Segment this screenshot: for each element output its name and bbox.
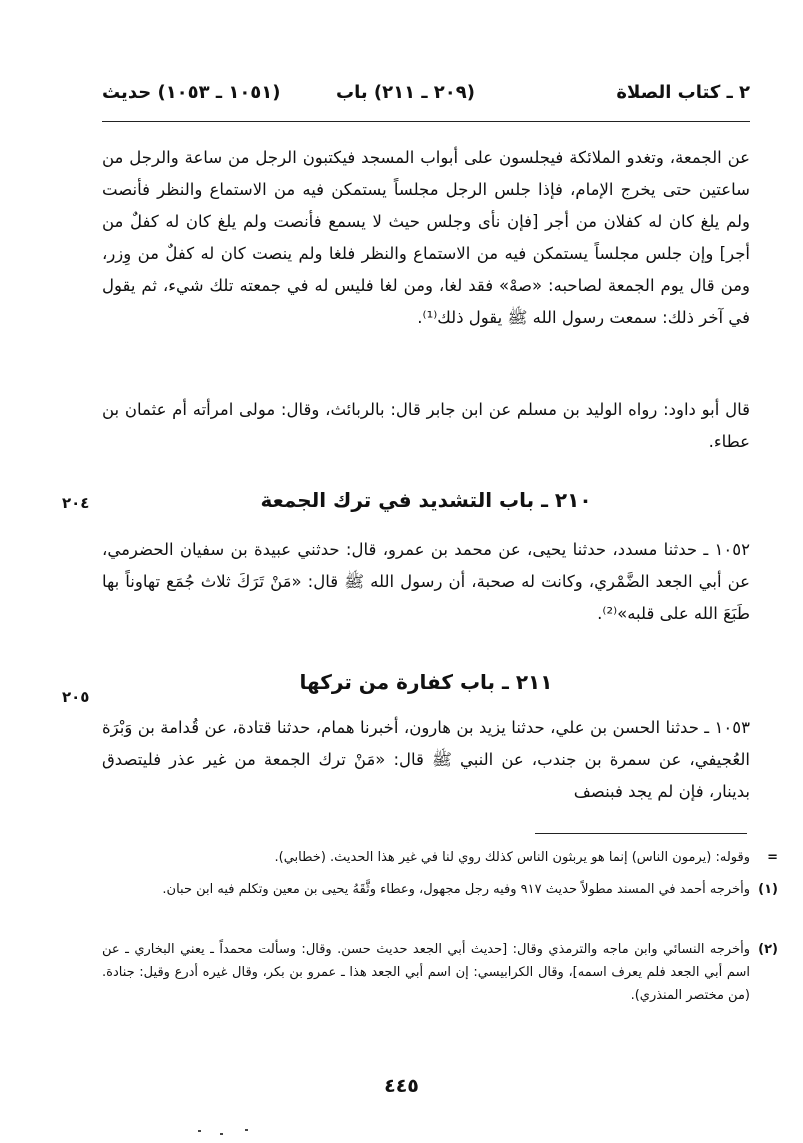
header-hadith-range: (١٠٥١ ـ ١٠٥٣) حديث <box>102 82 281 103</box>
footnote-text: وأخرجه النسائي وابن ماجه والترمذي وقال: [حديث أبي الجعد حديث حسن. وقال: وسألت محمداً ـ يعني البخاري ـ عن اسم أبي الجعد فلم يعرف اسمه]، وقال الكرابيسي: إن اسم أبي الجعد هذا ـ عمرو بن بكر، وقال غيره أدرع وقيل: جنادة. (من مختصر المنذري). <box>102 942 750 1003</box>
footnote-continuation <box>102 846 778 869</box>
hadith-continuation: عن الجمعة، وتغدو الملائكة فيجلسون على أبواب المسجد فيكتبون الرجل من ساعة والرجل من ساعتين حتى يخرج الإمام، فإذا جلس الرجل مجلساً يستمكن فيه من الاستماع والنظر فأنصت ولم يلغ كان له كفلان من أجر [فإن نأى وجلس حيث لا يسمع فأنصت ولم يلغ كان له كفلٌ من أجر] وإن جلس مجلساً يستمكن فيه من الاستماع والنظر فلغا ولم ينصت كان له كفلٌ من وِزر، ومن قال يوم الجمعة لصاحبه: «صهْ» فقد لغا، ومن لغا فليس له في جمعته تلك شيء، ثم يقول في آخر ذلك: سمعت رسول الله ﷺ يقول ذلك⁽¹⁾. <box>102 148 750 327</box>
abu-dawud-note: قال أبو داود: رواه الوليد بن مسلم عن ابن جابر قال: بالربائث، وقال: مولى امرأته أم عثمان بن عطاء. <box>102 400 750 451</box>
hadith-text: ١٠٥٣ ـ حدثنا الحسن بن علي، حدثنا يزيد بن هارون، أخبرنا همام، حدثنا قتادة، عن قُدامة بن وَبْرَة العُجيفي، عن سمرة بن جندب، عن النبي ﷺ قال: «مَنْ ترك الجمعة من غير عذر فليتصدق بدينار، فإن لم يجد فبنصف <box>102 718 750 801</box>
footnote-mark: = <box>767 850 778 865</box>
footnote-mark: (٢) <box>758 942 778 957</box>
hadith-text: ١٠٥٢ ـ حدثنا مسدد، حدثنا يحيى، عن محمد بن عمرو، قال: حدثني عبيدة بن سفيان الحضرمي، عن أبي الجعد الضَّمْري، وكانت له صحبة، أن رسول الله ﷺ قال: «مَنْ تَرَكَ ثلاث جُمَع تهاوناً بها طَبَعَ الله على قلبه»⁽²⁾. <box>102 540 750 623</box>
header-rule <box>102 121 750 122</box>
scan-specks <box>190 1128 260 1138</box>
header-chapter-range: (٢٠٩ ـ ٢١١) باب <box>336 82 475 103</box>
chapter-heading: ٢١٠ ـ باب التشديد في ترك الجمعة <box>260 488 592 512</box>
margin-number: ٢٠٥ <box>62 688 90 706</box>
footnote-1 <box>102 878 778 901</box>
footnote-mark: (١) <box>758 882 778 897</box>
footnote-text: وأخرجه أحمد في المسند مطولاً حديث ٩١٧ وفيه رجل مجهول، وعطاء وثَّقَهُ يحيى بن معين وتكلم فيه ابن حبان. <box>162 882 750 897</box>
page-number: ٤٤٥ <box>384 1075 419 1097</box>
footnote-2 <box>102 938 778 1007</box>
running-header <box>102 82 750 116</box>
footnote-text: وقوله: (يرمون الناس) إنما هو يربثون الناس كذلك روي لنا في غير هذا الحديث. (خطابي). <box>274 850 750 865</box>
header-book-title: ٢ ـ كتاب الصلاة <box>616 82 750 103</box>
footnote-rule <box>535 833 747 834</box>
margin-number: ٢٠٤ <box>62 494 90 512</box>
chapter-heading: ٢١١ ـ باب كفارة من تركها <box>299 670 553 694</box>
